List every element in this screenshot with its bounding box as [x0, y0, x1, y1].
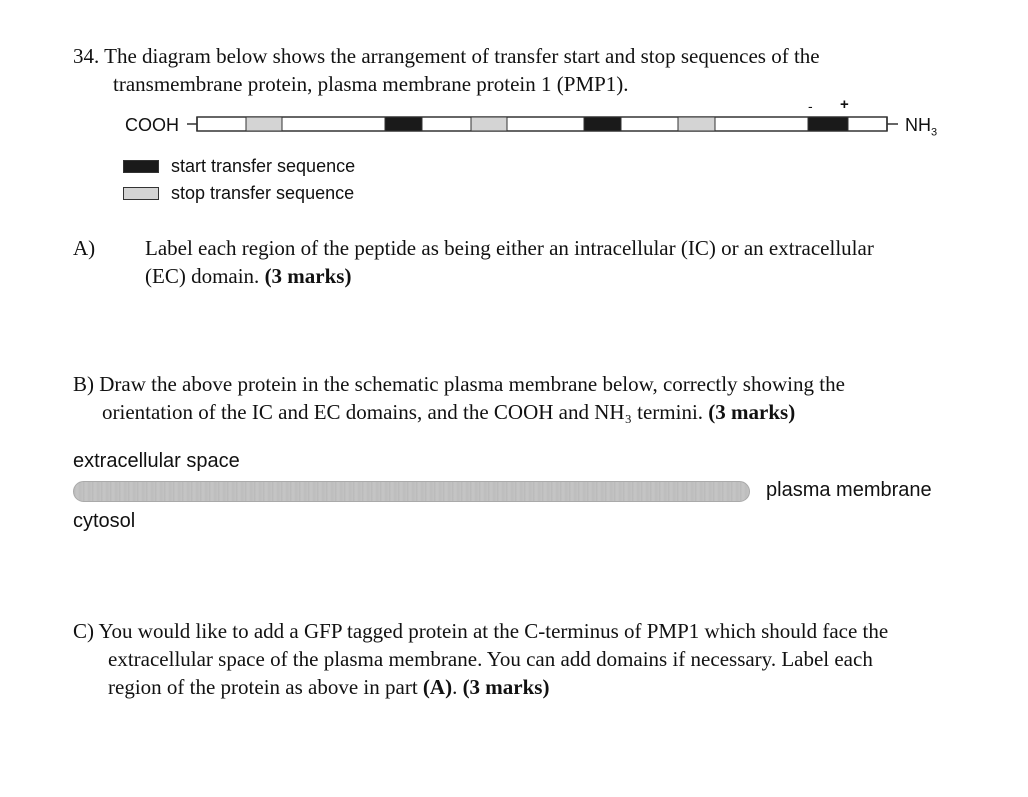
stop-transfer-segment-3 [678, 117, 715, 131]
peptide-chain [197, 117, 887, 131]
part-c-ref: (A) [422, 675, 453, 699]
legend [123, 153, 355, 207]
question-stem [73, 42, 953, 98]
plasma-membrane-bar [73, 481, 750, 502]
cooh-terminus-label: COOH [125, 115, 179, 135]
part-b-line-2-text: orientation of the IC and EC domains, and the COOH and NH₃ termini. [102, 400, 704, 424]
positive-charge-mark: + [840, 96, 849, 113]
part-a-text [145, 234, 1005, 290]
stop-transfer-segment-1 [246, 117, 282, 131]
legend-item-start [123, 153, 355, 180]
part-b-text [73, 370, 973, 426]
protein-diagram [118, 103, 898, 143]
part-b-line-1: B) Draw the above protein in the schematic plasma membrane below, correctly showing the [73, 372, 845, 396]
part-a-line-2-text: (EC) domain. [145, 264, 260, 288]
start-transfer-segment-1 [385, 117, 422, 131]
question-number: 34. [73, 44, 100, 68]
part-a-letter: A) [73, 236, 96, 260]
nh3-base: NH [905, 115, 931, 135]
legend-start-label: start transfer sequence [171, 156, 356, 176]
plasma-membrane-label: plasma membrane [766, 479, 932, 501]
cytosol-label: cytosol [73, 510, 136, 532]
extracellular-space-label: extracellular space [73, 450, 240, 472]
question-stem-line-1 [73, 42, 953, 70]
part-c-line-2: extracellular space of the plasma membrane. You can add domains if necessary. Label each [108, 647, 873, 671]
part-c-line-3-text: region of the protein as above in part [108, 675, 418, 699]
question-stem-line-2: transmembrane protein, plasma membrane protein 1 (PMP1). [113, 72, 629, 96]
part-c-line-1: C) You would like to add a GFP tagged protein at the C-terminus of PMP1 which should face the [73, 619, 889, 643]
part-a-line-1: Label each region of the peptide as being either an intracellular (IC) or an extracellular [145, 236, 874, 260]
legend-stop-label: stop transfer sequence [171, 183, 355, 203]
start-swatch-icon [123, 160, 159, 173]
part-a-line-2 [145, 262, 1005, 290]
part-b-line-2 [73, 398, 973, 426]
legend-item-stop [123, 180, 355, 207]
part-c-marks: (3 marks) [462, 675, 550, 699]
question-stem-text-1: The diagram below shows the arrangement of transfer start and stop sequences of the [104, 44, 820, 68]
part-c-text [73, 617, 1003, 701]
part-a-marks: (3 marks) [264, 264, 352, 288]
nh3-terminus-label [905, 115, 937, 139]
part-b-marks: (3 marks) [708, 400, 796, 424]
nh3-subscript: 3 [931, 126, 938, 139]
negative-charge-mark: - [808, 98, 813, 114]
part-c-line-3 [73, 673, 1003, 701]
stop-swatch-icon [123, 187, 159, 200]
stop-transfer-segment-2 [471, 117, 507, 131]
start-transfer-segment-2 [584, 117, 621, 131]
start-transfer-segment-3 [808, 117, 848, 131]
part-c-period: . [452, 675, 458, 699]
